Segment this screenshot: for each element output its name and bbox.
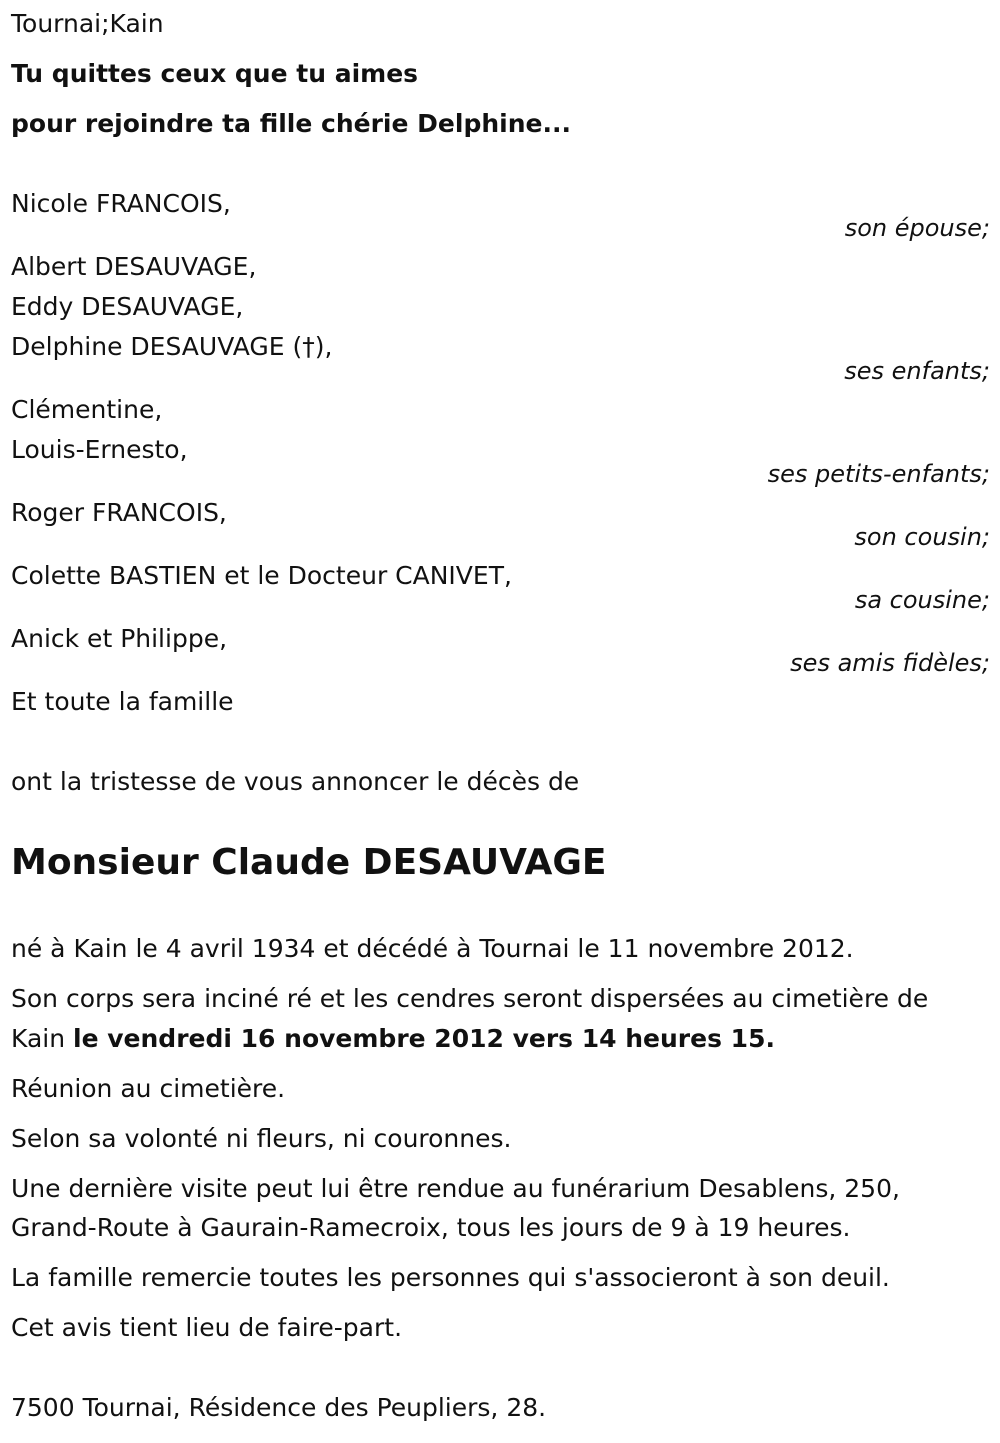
verse-line-2: pour rejoindre ta fille chérie Delphine... (11, 109, 571, 138)
family-name: Albert DESAUVAGE, (11, 252, 257, 281)
family-role: sa cousine; (854, 586, 990, 614)
deceased-name: Monsieur Claude DESAUVAGE (11, 842, 607, 883)
family-role: ses enfants; (844, 357, 990, 385)
cremation-line-2 (11, 1024, 775, 1054)
family-role: ses amis fidèles; (790, 649, 990, 677)
family-name: Roger FRANCOIS, (11, 498, 227, 527)
location-header: Tournai;Kain (11, 9, 164, 38)
verse-line-1: Tu quittes ceux que tu aimes (11, 59, 419, 88)
whole-family: Et toute la famille (11, 687, 234, 716)
cremation-place: Kain (11, 1024, 66, 1053)
flowers-text: Selon sa volonté ni fleurs, ni couronnes. (11, 1124, 512, 1153)
family-name: Anick et Philippe, (11, 624, 228, 653)
visit-line-1: Une dernière visite peut lui être rendue au funérarium Desablens, 250, (11, 1174, 900, 1203)
home-address: 7500 Tournai, Résidence des Peupliers, 28. (11, 1393, 547, 1422)
notice-text: Cet avis tient lieu de faire-part. (11, 1313, 403, 1342)
thanks-text: La famille remercie toutes les personnes qui s'associeront à son deuil. (11, 1263, 890, 1292)
family-name: Louis-Ernesto, (11, 435, 188, 464)
family-name: Delphine DESAUVAGE (†), (11, 332, 333, 361)
family-name: Colette BASTIEN et le Docteur CANIVET, (11, 561, 512, 590)
family-name: Clémentine, (11, 395, 163, 424)
family-role: son épouse; (844, 214, 990, 242)
visit-line-2: Grand-Route à Gaurain-Ramecroix, tous les jours de 9 à 19 heures. (11, 1213, 851, 1242)
reunion-text: Réunion au cimetière. (11, 1074, 286, 1103)
announcement-text: ont la tristesse de vous annoncer le décès de (11, 767, 580, 796)
family-name: Nicole FRANCOIS, (11, 189, 231, 218)
family-role: son cousin; (854, 523, 990, 551)
cremation-line-1: Son corps sera inciné ré et les cendres seront dispersées au cimetière de (11, 984, 929, 1013)
family-name: Eddy DESAUVAGE, (11, 292, 244, 321)
birth-death-dates: né à Kain le 4 avril 1934 et décédé à Tournai le 11 novembre 2012. (11, 934, 854, 963)
family-role: ses petits-enfants; (767, 460, 990, 488)
cremation-date: le vendredi 16 novembre 2012 vers 14 heures 15. (73, 1024, 775, 1053)
